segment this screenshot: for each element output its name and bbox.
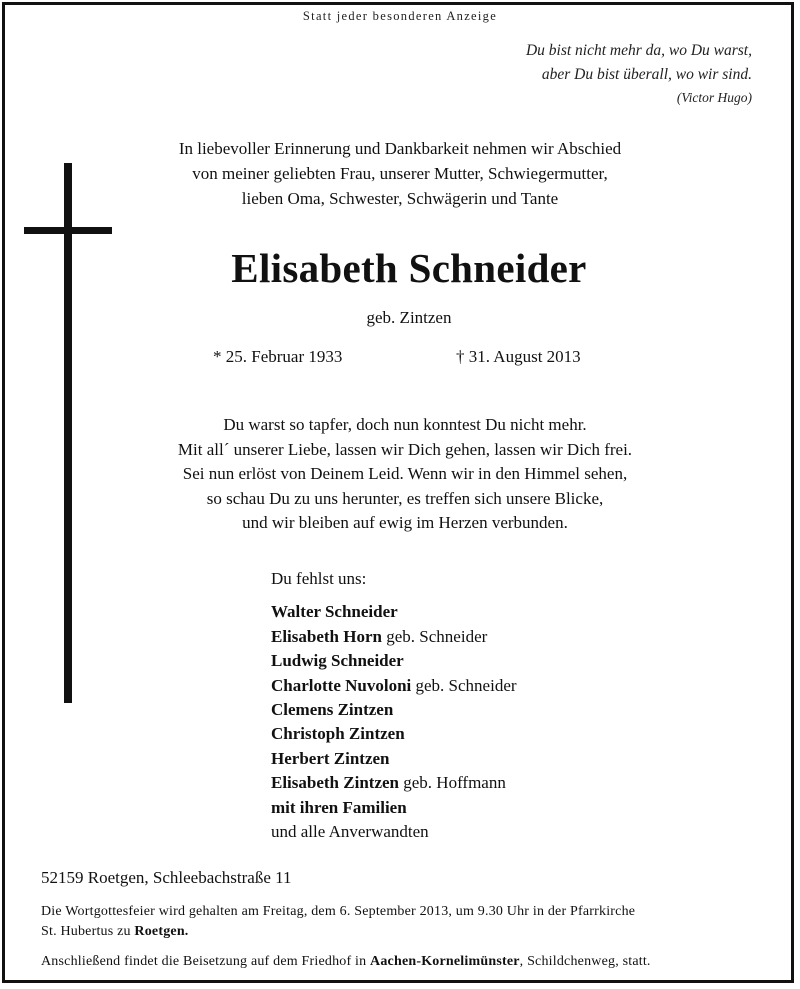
poem-line: Mit all´ unserer Liebe, lassen wir Dich gehen, lassen wir Dich frei. xyxy=(177,439,633,459)
burial-place: Aachen-Kornelimünster xyxy=(370,954,520,969)
member-name: Christoph Zintzen xyxy=(271,724,405,744)
family-member xyxy=(271,747,517,771)
family-member xyxy=(271,771,517,795)
member-name: Walter Schneider xyxy=(271,602,398,622)
family-list xyxy=(271,567,517,844)
service-line-1: Die Wortgottesfeier wird gehalten am Freitag, dem 6. September 2013, um 9.30 Uhr in der Pfarrkirche xyxy=(41,904,636,919)
burial-pre: Anschließend findet die Beisetzung auf dem Friedhof in xyxy=(41,954,371,969)
intro-line: von meiner geliebten Frau, unserer Mutter, Schwiegermutter, xyxy=(192,164,608,183)
family-member xyxy=(271,674,517,698)
service-notice xyxy=(41,902,777,942)
member-name: Clemens Zintzen xyxy=(271,700,394,720)
member-note: geb. Hoffmann xyxy=(399,773,506,793)
member-name: Elisabeth Zintzen xyxy=(271,773,399,793)
member-name: mit ihren Familien xyxy=(271,797,407,817)
intro-line: In liebevoller Erinnerung und Dankbarkeit nehmen wir Abschied xyxy=(178,139,622,158)
death-date: † 31. August 2013 xyxy=(456,347,581,366)
family-member xyxy=(271,625,517,649)
family-member xyxy=(271,698,517,722)
quote-author: (Victor Hugo) xyxy=(676,90,752,105)
family-member xyxy=(271,600,517,624)
quote-line-1: Du bist nicht mehr da, wo Du warst, xyxy=(525,42,752,59)
family-closing: und alle Anverwandten xyxy=(271,822,429,842)
member-name: Ludwig Schneider xyxy=(271,651,404,671)
member-name: Elisabeth Horn xyxy=(271,626,382,646)
poem-line: Du warst so tapfer, doch nun konntest Du nicht mehr. xyxy=(223,415,587,434)
member-note: geb. Schneider xyxy=(411,675,517,695)
quote-line-2: aber Du bist überall, wo wir sind. xyxy=(541,66,752,83)
deceased-name: Elisabeth Schneider xyxy=(231,245,587,291)
service-place: St. Hubertus zu xyxy=(41,924,135,939)
service-line-2 xyxy=(41,922,777,942)
birth-date: * 25. Februar 1933 xyxy=(213,347,343,366)
intro-text xyxy=(0,136,800,211)
member-note: geb. Schneider xyxy=(382,626,488,646)
address: 52159 Roetgen, Schleebachstraße 11 xyxy=(41,868,292,887)
cross-icon-bar xyxy=(24,227,112,234)
member-name: Herbert Zintzen xyxy=(271,748,390,768)
poem-line: und wir bleiben auf ewig im Herzen verbunden. xyxy=(242,513,568,533)
birth-name: geb. Zintzen xyxy=(366,308,452,327)
poem xyxy=(0,413,800,536)
burial-notice xyxy=(41,952,777,972)
family-member xyxy=(271,796,517,820)
poem-line: so schau Du zu uns herunter, es treffen sich unsere Blicke, xyxy=(206,488,604,508)
family-member xyxy=(271,649,517,673)
service-town: Roetgen. xyxy=(134,924,189,939)
member-name: Charlotte Nuvoloni xyxy=(271,675,412,695)
intro-line: lieben Oma, Schwester, Schwägerin und Tante xyxy=(241,189,559,208)
poem-line: Sei nun erlöst von Deinem Leid. Wenn wir in den Himmel sehen, xyxy=(182,464,628,484)
family-heading: Du fehlst uns: xyxy=(271,569,367,588)
burial-post: , Schildchenweg, statt. xyxy=(519,954,651,969)
header-line: Statt jeder besonderen Anzeige xyxy=(302,9,498,23)
family-member xyxy=(271,722,517,746)
